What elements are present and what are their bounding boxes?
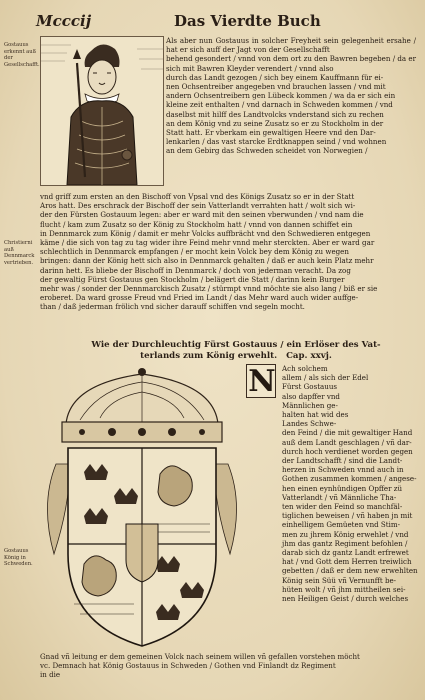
margin-note: Gostauus erkennt auß der Gesellschafft. [4, 42, 40, 68]
text-line: hüten wolt / vñ jhm mittheilen sei- [282, 584, 406, 594]
text-line: Landes Schwe- [282, 419, 337, 429]
text-line: an dem König vnd zu seine Zusatz so er zu Stockholm in der [166, 118, 384, 128]
text-line: behend gesondert / vnnd von dem ort zu den Bawren begeben / da er sich mit Bawren Kleyder verendert / vnnd also [166, 54, 416, 73]
text-line: jhm das gantz Regiment befohlen / [282, 538, 408, 548]
portrait-illustration [41, 37, 163, 185]
text-line: darinn hett. Es bliebe der Bischoff in Dennmarck / doch von jederman veracht. Da zog [40, 265, 351, 275]
text-line: Aros hatt. Des erschrack der Bischoff der sein Vatterlandt verrahten hatt / wolt sich wi- [40, 201, 356, 211]
text-line: mehr was / sonder der Dennmarckisch Zusatz / stürmpt vnnd möchte sie also lang / biß er sie [40, 284, 378, 294]
main-text-footer [40, 652, 418, 680]
text-line: Statt hatt. Er vberkam ein gewaltigen Heere vnd den Dar- [166, 128, 376, 138]
text-line: schlechtlich in Dennmarck empfangen / er mocht kein Volck bey dem König zu wegen [40, 247, 349, 257]
running-title: Das Vierdte Buch [174, 12, 321, 30]
text-line: halten hat wid des [282, 410, 349, 420]
main-text-top [166, 36, 416, 156]
text-line: Ach solchem [282, 364, 328, 373]
text-line: durch hoch verdienet worden gegen [282, 446, 413, 456]
text-line: an dem Gebirg das Schweden scheidet von Norwegien / [166, 146, 368, 156]
text-line: andern Ochsentreibern gen Lübeck kommen / wa da er sich ein [166, 91, 396, 101]
text-line: auß dem Landt geschlagen / vñ dar- [282, 437, 412, 447]
main-text-wide [40, 192, 416, 312]
text-line: Gnad vñ leitung er dem gemeinen Volck nach seinem willen vñ gefallen vorstehen möcht [40, 652, 360, 661]
text-line: men zu jhrem König erwehlet / vnd [282, 529, 409, 539]
text-line: Vatterlandt / vñ Männliche Tha- [282, 492, 397, 502]
folio-number: Mcccij [36, 12, 92, 30]
text-line: der gewaltig Fürst Gostauus gen Stockholm / belägert die Statt / darinn kein Burger [40, 274, 345, 284]
chapter-title-line2: terlands zum König erwehlt. [140, 351, 278, 361]
text-line: Fürst Gostauus [282, 382, 338, 392]
chapter-number: Cap. xxvj. [286, 351, 332, 361]
text-line: in die [40, 670, 61, 680]
margin-note: Christierni auß Dennmarck vertrieben. [4, 240, 35, 266]
text-line: König sein Süü vñ Vernunfft be- [282, 575, 397, 585]
text-line: than / daß jederman frölich vnd sicher darauff schiffen vnd segeln mocht. [40, 302, 305, 312]
portrait-woodcut [40, 36, 164, 186]
text-line: nen Ochsentreiber angegeben vnd brauchen lassen / vnd mit [166, 82, 386, 92]
text-line: in Dennmarck zum König / damit er mehr Volcks auffbrächt vnd den Schwedieren entgegen [40, 228, 371, 238]
text-line: den Feind / die mit gewaltiger Hand [282, 428, 413, 438]
text-line: vc. Demnach hat König Gostauus in Schweden / Gothen vnd Finlandt dz Regiment [40, 661, 336, 671]
text-line: flucht / kam zum Zusatz so der König zu Stockholm hatt / vnnd von dannen schiffet ein [40, 219, 353, 229]
drop-cap [246, 364, 276, 398]
text-line: darab sich dz gantz Landt erfrewet [282, 548, 409, 558]
text-line: allem / als sich der Edel [282, 373, 369, 383]
text-line: herzen in Schweden vnnd auch in [282, 465, 404, 475]
text-line: eroberet. Da ward grosse Freud vnd Fried im Landt / das Mehr ward auch wider auffge- [40, 293, 359, 303]
drop-cap-letter: N [248, 364, 276, 399]
text-line: hen einen eynhündigen Opffer zü [282, 483, 403, 493]
text-line: daselbst mit hilff des Landtvolcks vnderstand sich zu rechen [166, 109, 384, 119]
text-line: Gothen zusammen kommen / angese- [282, 474, 417, 484]
text-line: lenkarlen / das vast starcke Erdtknappen seind / vnd wohnen [166, 137, 387, 147]
text-line: nen Heiligen Geist / durch welches [282, 594, 409, 604]
text-line: ten wider den Feind so manchfäl- [282, 502, 403, 512]
text-line: gebetten / daß er dem new erwehlten [282, 566, 418, 576]
text-line: käme / die sich von tag zu tag wider ihre Feind mehr vnnd mehr sterckten. Aber er ward gar [40, 238, 375, 248]
main-text-right [282, 364, 418, 603]
text-line: kleine zeit enthalten / vnd darnach in Schweden kommen / vnd [166, 100, 393, 110]
text-line: der den Fürsten Gostauum legen: aber er ward mit den seinen vberwunden / vnd nam die [40, 210, 364, 220]
text-line: vnd griff zum ersten an den Bischoff von Vpsal vnd des Königs Zusatz so er in der Statt [40, 192, 355, 201]
margin-note: Gostauus König in Schweden. [4, 548, 33, 567]
text-line: tiglichen beweisen / vñ haben jn mit [282, 511, 413, 521]
text-line: also dapffer vnd [282, 391, 340, 401]
page-header [36, 10, 416, 32]
text-line: einhelligem Gemüeten vnd Stim- [282, 520, 401, 530]
text-line: der Landtschafft / sind die Landt- [282, 456, 403, 466]
chapter-title-line1: Wie der Durchleuchtig Fürst Gostauus / ein Erlöser des Vat- [91, 340, 381, 350]
coat-of-arms-woodcut [40, 364, 244, 650]
text-line: bringen: dann der König hett sich also in Dennmarck gehalten / daß er auch kein Platz mehr [40, 256, 374, 266]
text-line: Männlichen ge- [282, 400, 338, 410]
coat-of-arms-illustration [40, 364, 244, 650]
text-line: Als aber nun Gostauus in solcher Freyheit sein gelegenheit ersahe / hat er sich auff der Jagt von der Gesellschafft [166, 36, 416, 55]
text-line: durch das Landt gezogen / sich bey einem Kauffmann für ei- [166, 72, 384, 82]
text-line: hat / vnd Gott dem Herren treiwlich [282, 557, 412, 567]
chapter-heading [86, 340, 386, 362]
